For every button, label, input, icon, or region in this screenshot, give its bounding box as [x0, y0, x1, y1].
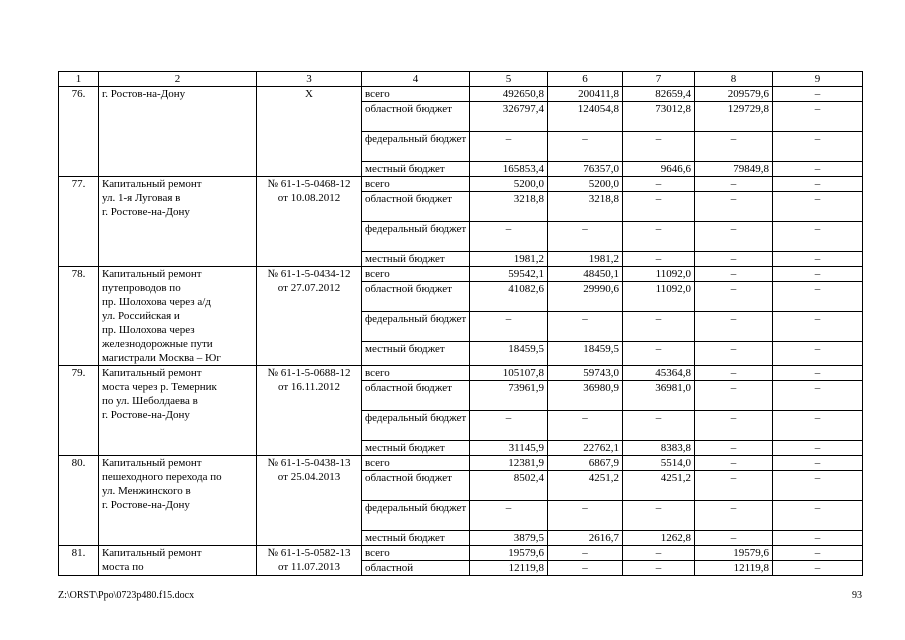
amount-cell: – — [695, 132, 773, 162]
amount-cell: 73012,8 — [623, 102, 695, 132]
object-name-cell — [99, 366, 257, 456]
amount-cell: 8383,8 — [623, 441, 695, 456]
amount-cell: 18459,5 — [548, 342, 623, 366]
document-line: № 61-1-5-0438-13 — [267, 457, 351, 469]
amount-cell: – — [773, 312, 863, 342]
column-header: 6 — [548, 72, 623, 87]
object-name-line: железнодорожные пути — [102, 338, 213, 350]
object-name-line: магистрали Москва – Юг — [102, 352, 221, 364]
document-line: от 11.07.2013 — [277, 561, 340, 573]
amount-cell: – — [623, 192, 695, 222]
table-row — [59, 456, 863, 471]
amount-cell: 326797,4 — [470, 102, 548, 132]
amount-cell: – — [773, 132, 863, 162]
document-line: от 16.11.2012 — [277, 381, 340, 393]
budget-source: местный бюджет — [362, 252, 470, 267]
budget-source: федеральный бюджет — [362, 222, 470, 252]
budget-source: федеральный бюджет — [362, 411, 470, 441]
amount-cell: – — [548, 546, 623, 561]
amount-cell: – — [548, 561, 623, 576]
column-header: 8 — [695, 72, 773, 87]
amount-cell: – — [470, 411, 548, 441]
budget-source: всего — [362, 177, 470, 192]
amount-cell: – — [623, 312, 695, 342]
table-row — [59, 546, 863, 561]
amount-cell: – — [773, 282, 863, 312]
document-line: № 61-1-5-0582-13 — [267, 547, 351, 559]
row-number: 76. — [59, 87, 99, 177]
amount-cell: 129729,8 — [695, 102, 773, 132]
row-number: 78. — [59, 267, 99, 366]
budget-source: областной бюджет — [362, 102, 470, 132]
amount-cell: – — [623, 501, 695, 531]
document-cell — [257, 456, 362, 546]
amount-cell: – — [470, 312, 548, 342]
column-header: 2 — [99, 72, 257, 87]
amount-cell: 4251,2 — [623, 471, 695, 501]
document-line: № 61-1-5-0468-12 — [267, 178, 351, 190]
amount-cell: 73961,9 — [470, 381, 548, 411]
object-name-line: ул. Менжинского в — [102, 485, 191, 497]
amount-cell: – — [548, 132, 623, 162]
amount-cell: – — [773, 546, 863, 561]
column-header: 3 — [257, 72, 362, 87]
amount-cell: 200411,8 — [548, 87, 623, 102]
object-name-cell — [99, 267, 257, 366]
amount-cell: – — [695, 222, 773, 252]
column-header: 5 — [470, 72, 548, 87]
amount-cell: 5200,0 — [548, 177, 623, 192]
amount-cell: 8502,4 — [470, 471, 548, 501]
row-number: 81. — [59, 546, 99, 576]
object-name-line: Капитальный ремонт — [102, 367, 202, 379]
budget-source: местный бюджет — [362, 531, 470, 546]
document-line: Х — [305, 88, 313, 100]
budget-source: федеральный бюджет — [362, 132, 470, 162]
amount-cell: – — [470, 132, 548, 162]
amount-cell: 105107,8 — [470, 366, 548, 381]
object-name-cell — [99, 87, 257, 177]
amount-cell: – — [623, 252, 695, 267]
amount-cell: 209579,6 — [695, 87, 773, 102]
object-name-line: путепроводов по — [102, 282, 181, 294]
amount-cell: – — [623, 411, 695, 441]
amount-cell: 29990,6 — [548, 282, 623, 312]
amount-cell: 59743,0 — [548, 366, 623, 381]
amount-cell: 3218,8 — [548, 192, 623, 222]
amount-cell: 12119,8 — [695, 561, 773, 576]
column-header: 9 — [773, 72, 863, 87]
object-name-line: Капитальный ремонт — [102, 457, 202, 469]
amount-cell: – — [773, 381, 863, 411]
object-name-line: Капитальный ремонт — [102, 547, 202, 559]
object-name-line: г. Ростове-на-Дону — [102, 499, 190, 511]
document-line: от 10.08.2012 — [277, 192, 341, 204]
amount-cell: – — [773, 162, 863, 177]
amount-cell: 82659,4 — [623, 87, 695, 102]
amount-cell: – — [773, 102, 863, 132]
amount-cell: 3879,5 — [470, 531, 548, 546]
amount-cell: 48450,1 — [548, 267, 623, 282]
budget-source: местный бюджет — [362, 342, 470, 366]
budget-table — [58, 71, 863, 576]
table-row — [59, 87, 863, 102]
amount-cell: – — [548, 312, 623, 342]
budget-source: областной бюджет — [362, 192, 470, 222]
budget-source: федеральный бюджет — [362, 501, 470, 531]
budget-source: областной бюджет — [362, 381, 470, 411]
amount-cell: – — [695, 441, 773, 456]
amount-cell: – — [695, 471, 773, 501]
amount-cell: 18459,5 — [470, 342, 548, 366]
budget-source: всего — [362, 546, 470, 561]
amount-cell: 6867,9 — [548, 456, 623, 471]
document-cell — [257, 546, 362, 576]
object-name-line: Капитальный ремонт — [102, 178, 202, 190]
amount-cell: 4251,2 — [548, 471, 623, 501]
document-line: от 25.04.2013 — [277, 471, 341, 483]
amount-cell: 12381,9 — [470, 456, 548, 471]
amount-cell: – — [548, 222, 623, 252]
amount-cell: – — [773, 411, 863, 441]
object-name-line: пешеходного перехода по — [102, 471, 222, 483]
amount-cell: – — [623, 222, 695, 252]
amount-cell: 19579,6 — [470, 546, 548, 561]
amount-cell: – — [773, 531, 863, 546]
budget-source: всего — [362, 366, 470, 381]
amount-cell: – — [773, 471, 863, 501]
amount-cell: – — [773, 177, 863, 192]
amount-cell: 79849,8 — [695, 162, 773, 177]
object-name-line: ул. Российская и — [102, 310, 180, 322]
amount-cell: 492650,8 — [470, 87, 548, 102]
document-cell — [257, 366, 362, 456]
amount-cell: – — [773, 252, 863, 267]
amount-cell: 124054,8 — [548, 102, 623, 132]
amount-cell: 36980,9 — [548, 381, 623, 411]
amount-cell: – — [623, 342, 695, 366]
amount-cell: – — [470, 501, 548, 531]
budget-source: всего — [362, 87, 470, 102]
amount-cell: 5514,0 — [623, 456, 695, 471]
object-name-line: по ул. Шеболдаева в — [102, 395, 198, 407]
object-name-cell — [99, 546, 257, 576]
object-name-line: моста через р. Темерник — [102, 381, 217, 393]
object-name-line: г. Ростове-на-Дону — [102, 409, 190, 421]
amount-cell: – — [695, 267, 773, 282]
document-cell — [257, 177, 362, 267]
amount-cell: – — [773, 441, 863, 456]
amount-cell: – — [695, 282, 773, 312]
document-line: от 27.07.2012 — [277, 282, 341, 294]
row-number: 80. — [59, 456, 99, 546]
budget-source: областной бюджет — [362, 471, 470, 501]
table-row — [59, 177, 863, 192]
amount-cell: – — [773, 501, 863, 531]
file-path: Z:\ORST\Ppo\0723p480.f15.docx — [58, 590, 195, 601]
header-row — [59, 72, 863, 87]
amount-cell: – — [773, 87, 863, 102]
object-name-line: пр. Шолохова через а/д — [102, 296, 211, 308]
row-number: 79. — [59, 366, 99, 456]
amount-cell: – — [773, 561, 863, 576]
object-name-line: г. Ростове-на-Дону — [102, 206, 190, 218]
amount-cell: – — [623, 177, 695, 192]
amount-cell: – — [695, 411, 773, 441]
table-row — [59, 267, 863, 282]
amount-cell: – — [548, 501, 623, 531]
amount-cell: 76357,0 — [548, 162, 623, 177]
object-name-cell — [99, 177, 257, 267]
budget-source: местный бюджет — [362, 162, 470, 177]
amount-cell: 11092,0 — [623, 282, 695, 312]
amount-cell: – — [695, 192, 773, 222]
budget-source: федеральный бюджет — [362, 312, 470, 342]
amount-cell: – — [623, 561, 695, 576]
document-line: № 61-1-5-0434-12 — [267, 268, 351, 280]
amount-cell: 1262,8 — [623, 531, 695, 546]
object-name-line: г. Ростов-на-Дону — [102, 88, 186, 100]
amount-cell: 12119,8 — [470, 561, 548, 576]
amount-cell: – — [695, 501, 773, 531]
document-cell — [257, 267, 362, 366]
amount-cell: 5200,0 — [470, 177, 548, 192]
object-name-cell — [99, 456, 257, 546]
amount-cell: – — [548, 411, 623, 441]
column-header: 7 — [623, 72, 695, 87]
amount-cell: – — [470, 222, 548, 252]
amount-cell: 165853,4 — [470, 162, 548, 177]
amount-cell: 3218,8 — [470, 192, 548, 222]
amount-cell: – — [623, 132, 695, 162]
budget-source: всего — [362, 267, 470, 282]
document-cell — [257, 87, 362, 177]
amount-cell: – — [695, 381, 773, 411]
document-line: № 61-1-5-0688-12 — [267, 367, 351, 379]
amount-cell: 31145,9 — [470, 441, 548, 456]
row-number: 77. — [59, 177, 99, 267]
amount-cell: – — [773, 366, 863, 381]
amount-cell: – — [773, 267, 863, 282]
amount-cell: – — [623, 546, 695, 561]
page-number: 93 — [852, 590, 862, 601]
amount-cell: 1981,2 — [548, 252, 623, 267]
amount-cell: 36981,0 — [623, 381, 695, 411]
budget-source: областной — [362, 561, 470, 576]
amount-cell: 41082,6 — [470, 282, 548, 312]
column-header: 4 — [362, 72, 470, 87]
budget-source: всего — [362, 456, 470, 471]
amount-cell: – — [773, 222, 863, 252]
amount-cell: 9646,6 — [623, 162, 695, 177]
amount-cell: – — [695, 252, 773, 267]
object-name-line: пр. Шолохова через — [102, 324, 195, 336]
object-name-line: Капитальный ремонт — [102, 268, 202, 280]
object-name-line: моста по — [102, 561, 144, 573]
amount-cell: 11092,0 — [623, 267, 695, 282]
amount-cell: – — [773, 192, 863, 222]
amount-cell: – — [695, 366, 773, 381]
amount-cell: – — [695, 312, 773, 342]
amount-cell: – — [695, 177, 773, 192]
budget-source: местный бюджет — [362, 441, 470, 456]
amount-cell: – — [773, 456, 863, 471]
amount-cell: – — [695, 456, 773, 471]
amount-cell: – — [695, 531, 773, 546]
amount-cell: 2616,7 — [548, 531, 623, 546]
amount-cell: 22762,1 — [548, 441, 623, 456]
amount-cell: 1981,2 — [470, 252, 548, 267]
amount-cell: – — [773, 342, 863, 366]
column-header: 1 — [59, 72, 99, 87]
amount-cell: 19579,6 — [695, 546, 773, 561]
object-name-line: ул. 1-я Луговая в — [102, 192, 181, 204]
table-row — [59, 366, 863, 381]
amount-cell: – — [695, 342, 773, 366]
amount-cell: 59542,1 — [470, 267, 548, 282]
budget-source: областной бюджет — [362, 282, 470, 312]
amount-cell: 45364,8 — [623, 366, 695, 381]
